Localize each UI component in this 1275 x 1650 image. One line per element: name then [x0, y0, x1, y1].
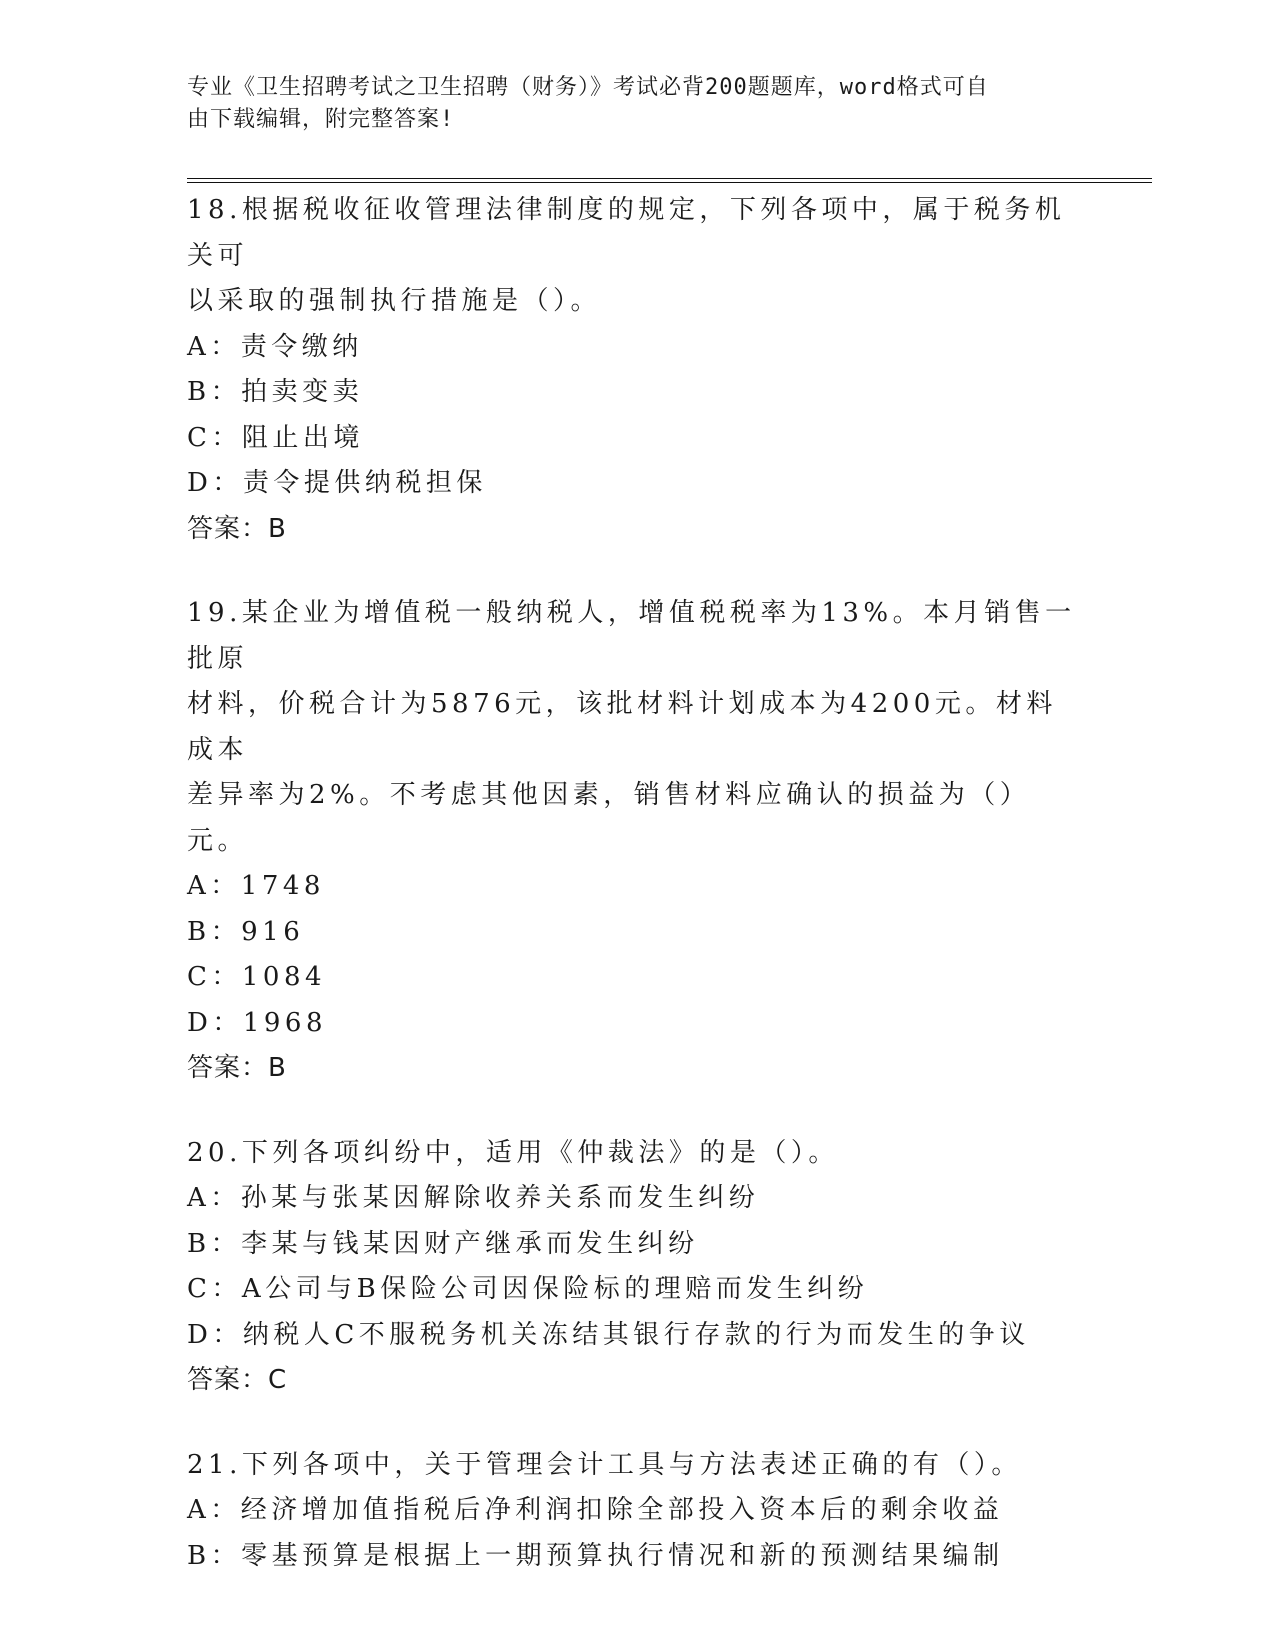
answer: 答案：B — [187, 1053, 287, 1083]
stem-line: 材料，价税合计为5876元，该批材料计划成本为4200元。材料成本 — [187, 689, 1057, 765]
header-line-1: 专业《卫生招聘考试之卫生招聘（财务）》考试必背200题题库，word格式可自 — [187, 75, 989, 100]
question-list — [187, 188, 1087, 1618]
option-b: B：李某与钱某因财产继承而发生纠纷 — [187, 1228, 699, 1259]
question-19 — [187, 591, 1087, 1092]
answer: 答案：B — [187, 513, 287, 544]
question-stem — [187, 1443, 1087, 1489]
question-18 — [187, 188, 1087, 552]
question-21 — [187, 1443, 1087, 1580]
answer: 答案：C — [187, 1365, 288, 1395]
option-b: B：拍卖变卖 — [187, 377, 364, 407]
option-c: C：A公司与B保险公司因保险标的理赔而发生纠纷 — [187, 1274, 869, 1304]
stem-line: 以采取的强制执行措施是（）。 — [187, 286, 602, 316]
stem-line: 21.下列各项中，关于管理会计工具与方法表述正确的有（）。 — [187, 1449, 1022, 1480]
option-d: D：纳税人C不服税务机关冻结其银行存款的行为而发生的争议 — [187, 1319, 1030, 1350]
option-a: A：1748 — [187, 871, 325, 901]
stem-line: 20.下列各项纠纷中，适用《仲裁法》的是（）。 — [187, 1137, 839, 1168]
option-c: C：阻止出境 — [187, 422, 364, 453]
option-b: B：916 — [187, 916, 305, 947]
option-c: C：1084 — [187, 962, 327, 992]
stem-line: 18.根据税收征收管理法律制度的规定，下列各项中，属于税务机关可 — [187, 195, 1066, 271]
document-header — [187, 72, 1067, 136]
stem-line: 19.某企业为增值税一般纳税人，增值税税率为13%。本月销售一批原 — [187, 598, 1076, 674]
option-d: D：1968 — [187, 1007, 328, 1038]
option-d: D：责令提供纳税担保 — [187, 468, 487, 498]
option-a: A：经济增加值指税后净利润扣除全部投入资本后的剩余收益 — [187, 1495, 1004, 1525]
question-20 — [187, 1131, 1087, 1404]
option-a: A：孙某与张某因解除收养关系而发生纠纷 — [187, 1183, 760, 1213]
stem-line: 差异率为2%。不考虑其他因素，销售材料应确认的损益为（）元。 — [187, 780, 1031, 856]
question-stem — [187, 188, 1087, 325]
option-a: A：责令缴纳 — [187, 331, 363, 362]
question-stem — [187, 1131, 1087, 1177]
option-b: B：零基预算是根据上一期预算执行情况和新的预测结果编制 — [187, 1540, 1004, 1571]
header-divider — [187, 178, 1152, 183]
question-stem — [187, 591, 1087, 864]
header-line-2: 由下载编辑，附完整答案! — [187, 107, 455, 132]
